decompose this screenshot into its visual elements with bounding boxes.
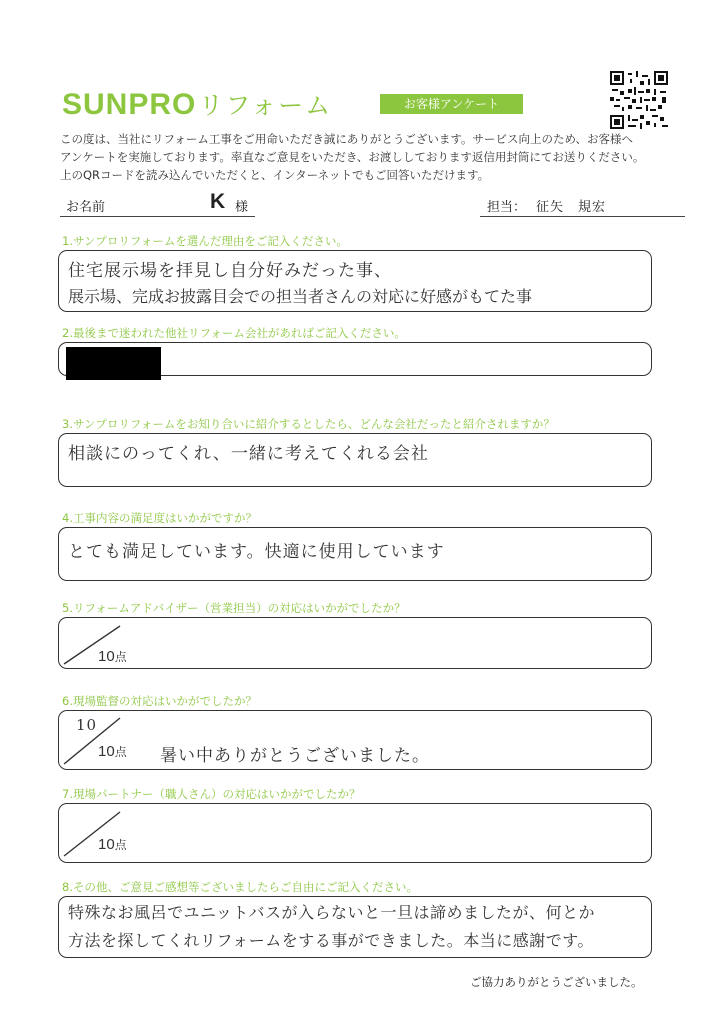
score-value: 10 — [98, 648, 115, 665]
question-5-label: 5.リフォームアドバイザー（営業担当）の対応はいかがでしたか？ — [62, 601, 406, 615]
redaction-block — [66, 347, 161, 380]
handwritten-answer: 特殊なお風呂でユニットバスが入らないと一旦は諦めましたが、何とか — [68, 903, 596, 922]
answer-box-5[interactable] — [58, 617, 652, 669]
handwritten-answer: 相談にのってくれ、一緒に考えてくれる会社 — [68, 444, 429, 464]
thanks-message: ご協力ありがとうございました。 — [470, 975, 643, 989]
name-label: お名前 — [66, 200, 106, 215]
staff-label: 担当： — [487, 200, 527, 215]
score-7 — [98, 836, 127, 853]
score-unit: 点 — [114, 650, 127, 664]
question-3-label: 3.サンプロリフォームをお知り合いに紹介するとしたら、どんな会社だったと紹介されますか？ — [62, 417, 555, 431]
logo-sub: リフォーム — [198, 91, 333, 120]
answer-box-7[interactable] — [58, 803, 652, 863]
question-4-label: 4.工事内容の満足度はいかがですか？ — [62, 511, 257, 525]
logo-brand: SUNPRO — [62, 88, 197, 121]
name-suffix: 様 — [235, 200, 249, 215]
score-5 — [98, 648, 127, 665]
intro-line: アンケートを実施しております。率直なご意見をいただき、お渡ししております返信用封筒にてお送りください。 — [60, 150, 645, 164]
survey-badge: お客様アンケート — [380, 94, 523, 114]
staff-name: 征矢 規宏 — [536, 200, 607, 215]
handwritten-answer: 暑い中ありがとうございました。 — [160, 746, 430, 766]
intro-line: 上のQRコードを読み込んでいただくと、インターネットでもご回答いただけます。 — [60, 168, 490, 182]
score-unit: 点 — [114, 838, 127, 852]
question-8-label: 8.その他、ご意見ご感想等ございましたらご自由にご記入ください。 — [62, 880, 418, 894]
score-6 — [98, 743, 127, 760]
sunpro-logo — [62, 86, 332, 122]
staff-underline — [480, 216, 685, 217]
question-7-label: 7.現場パートナー（職人さん）の対応はいかがでしたか？ — [62, 787, 361, 801]
name-underline — [60, 216, 255, 217]
qr-code-icon — [610, 71, 668, 129]
handwritten-answer: 住宅展示場を拝見し自分好みだった事、 — [68, 261, 392, 281]
intro-line: この度は、当社にリフォーム工事をご用命いただき誠にありがとうございます。サービス向上のため、お客様へ — [60, 132, 634, 146]
handwritten-answer: とても満足しています。快適に使用しています — [68, 542, 445, 562]
score-value: 10 — [98, 836, 115, 853]
handwritten-score: 10 — [76, 716, 98, 734]
handwritten-answer: 方法を探してくれリフォームをする事ができました。本当に感謝です。 — [68, 931, 594, 950]
question-1-label: 1.サンプロリフォームを選んだ理由をご記入ください。 — [62, 234, 348, 248]
handwritten-answer: 展示場、完成お披露目会での担当者さんの対応に好感がもてた事 — [68, 287, 533, 306]
customer-name: K — [210, 190, 226, 213]
score-unit: 点 — [114, 745, 127, 759]
intro-text — [60, 130, 680, 184]
question-6-label: 6.現場監督の対応はいかがでしたか？ — [62, 694, 257, 708]
question-2-label: 2.最後まで迷われた他社リフォーム会社があればご記入ください。 — [62, 326, 406, 340]
score-value: 10 — [98, 743, 115, 760]
